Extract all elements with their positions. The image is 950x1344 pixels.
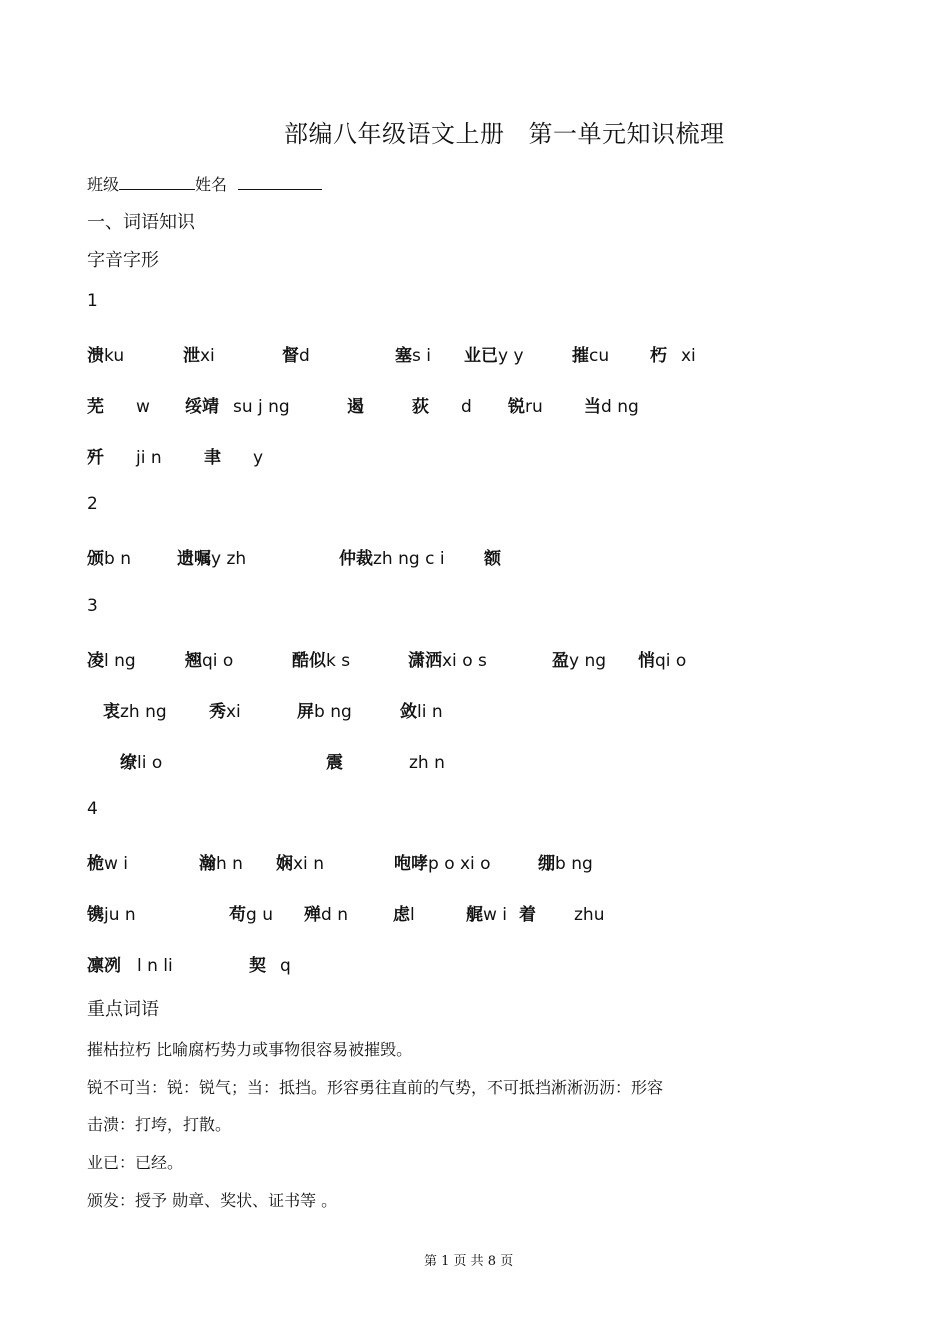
word-entry: 督d (282, 346, 310, 366)
word-entry: 锐ru (508, 397, 543, 417)
word-entry: 娴xi n (276, 854, 324, 874)
page-footer: 第 1 页 共 8 页 (424, 1254, 514, 1269)
word-entry: 瀚h n (199, 854, 243, 874)
word-entry: 泄xi (183, 346, 215, 366)
word-entry: 潇洒xi o s (408, 651, 487, 671)
definition-line: 摧枯拉朽 比喻腐朽势力或事物很容易被摧毁。 (87, 1040, 413, 1059)
word-entry: 摧cu (572, 346, 610, 366)
word-entry: 遗嘱y zh (177, 549, 247, 569)
title-left: 部编八年级语文上册 (284, 120, 505, 148)
word-entry: 艉w i (466, 905, 508, 925)
definition-line: 颁发：授予 勋章、奖状、证书等 。 (87, 1191, 338, 1210)
word-entry: 歼 ji n (87, 448, 162, 468)
word-entry: 虑l (393, 905, 415, 925)
word-entry: 颁b n (87, 549, 131, 569)
word-entry: 咆哮p o xi o (394, 854, 491, 874)
word-entry: 震 zh n (326, 753, 445, 773)
group-number: 4 (87, 799, 98, 819)
word-entry: 凌l ng (87, 651, 136, 671)
word-entry: 桅w i (87, 854, 129, 874)
word-entry: 仲裁zh ng c i (339, 549, 445, 569)
word-entry: 殚d n (304, 905, 348, 925)
word-entry: 契 q (249, 956, 291, 976)
word-entry: 业已y y (464, 346, 524, 366)
title-right: 第一单元知识梳理 (528, 120, 725, 148)
word-entry: 缭li o (120, 753, 163, 773)
subsection-keywords: 重点词语 (87, 999, 159, 1020)
word-entry: 敛li n (400, 702, 443, 722)
word-entry: 凛冽 l n li (87, 956, 173, 976)
word-entry: 镌ju n (87, 905, 136, 925)
word-entry: 盈y ng (552, 651, 607, 671)
definition-line: 业已：已经。 (87, 1153, 184, 1172)
word-entry: 绷b ng (538, 854, 593, 874)
class-label: 班级 (87, 175, 120, 194)
word-entry: 朽 xi (650, 346, 696, 366)
word-entry: 绥靖 su j ng (185, 397, 290, 417)
word-entry: 苟g u (229, 905, 273, 925)
word-entry: 额 (484, 549, 501, 569)
word-entry: 塞s i (395, 346, 431, 366)
name-label: 姓名 (195, 175, 228, 194)
word-entry: 溃ku (87, 346, 125, 366)
word-entry: 荻 d (412, 397, 472, 417)
word-entry: 悄qi o (638, 651, 687, 671)
word-entry: 芜 w (87, 397, 150, 417)
page-title (284, 114, 725, 149)
group-number: 2 (87, 494, 98, 514)
word-entry: 着 zhu (519, 905, 605, 925)
class-blank[interactable] (119, 175, 195, 190)
word-entry: 秀xi (209, 702, 241, 722)
word-entry: 屏b ng (297, 702, 352, 722)
word-entry: 聿 y (204, 448, 264, 468)
section-heading: 一、词语知识 (87, 212, 195, 233)
definition-line: 击溃：打垮，打散。 (87, 1115, 232, 1134)
word-entry: 衷zh ng (103, 702, 167, 722)
group-number: 1 (87, 291, 98, 311)
subsection-pronunciation: 字音字形 (87, 250, 159, 271)
student-info-row (87, 172, 322, 195)
word-entry: 遏 (347, 397, 364, 417)
word-entry: 翘qi o (185, 651, 234, 671)
definition-line: 锐不可当：锐：锐气；当：抵挡。形容勇往直前的气势，不可抵挡淅淅沥沥：形容 (87, 1078, 664, 1097)
name-blank[interactable] (238, 175, 322, 190)
word-entry: 当d ng (584, 397, 639, 417)
group-number: 3 (87, 596, 98, 616)
word-entry: 酷似k s (292, 651, 351, 671)
